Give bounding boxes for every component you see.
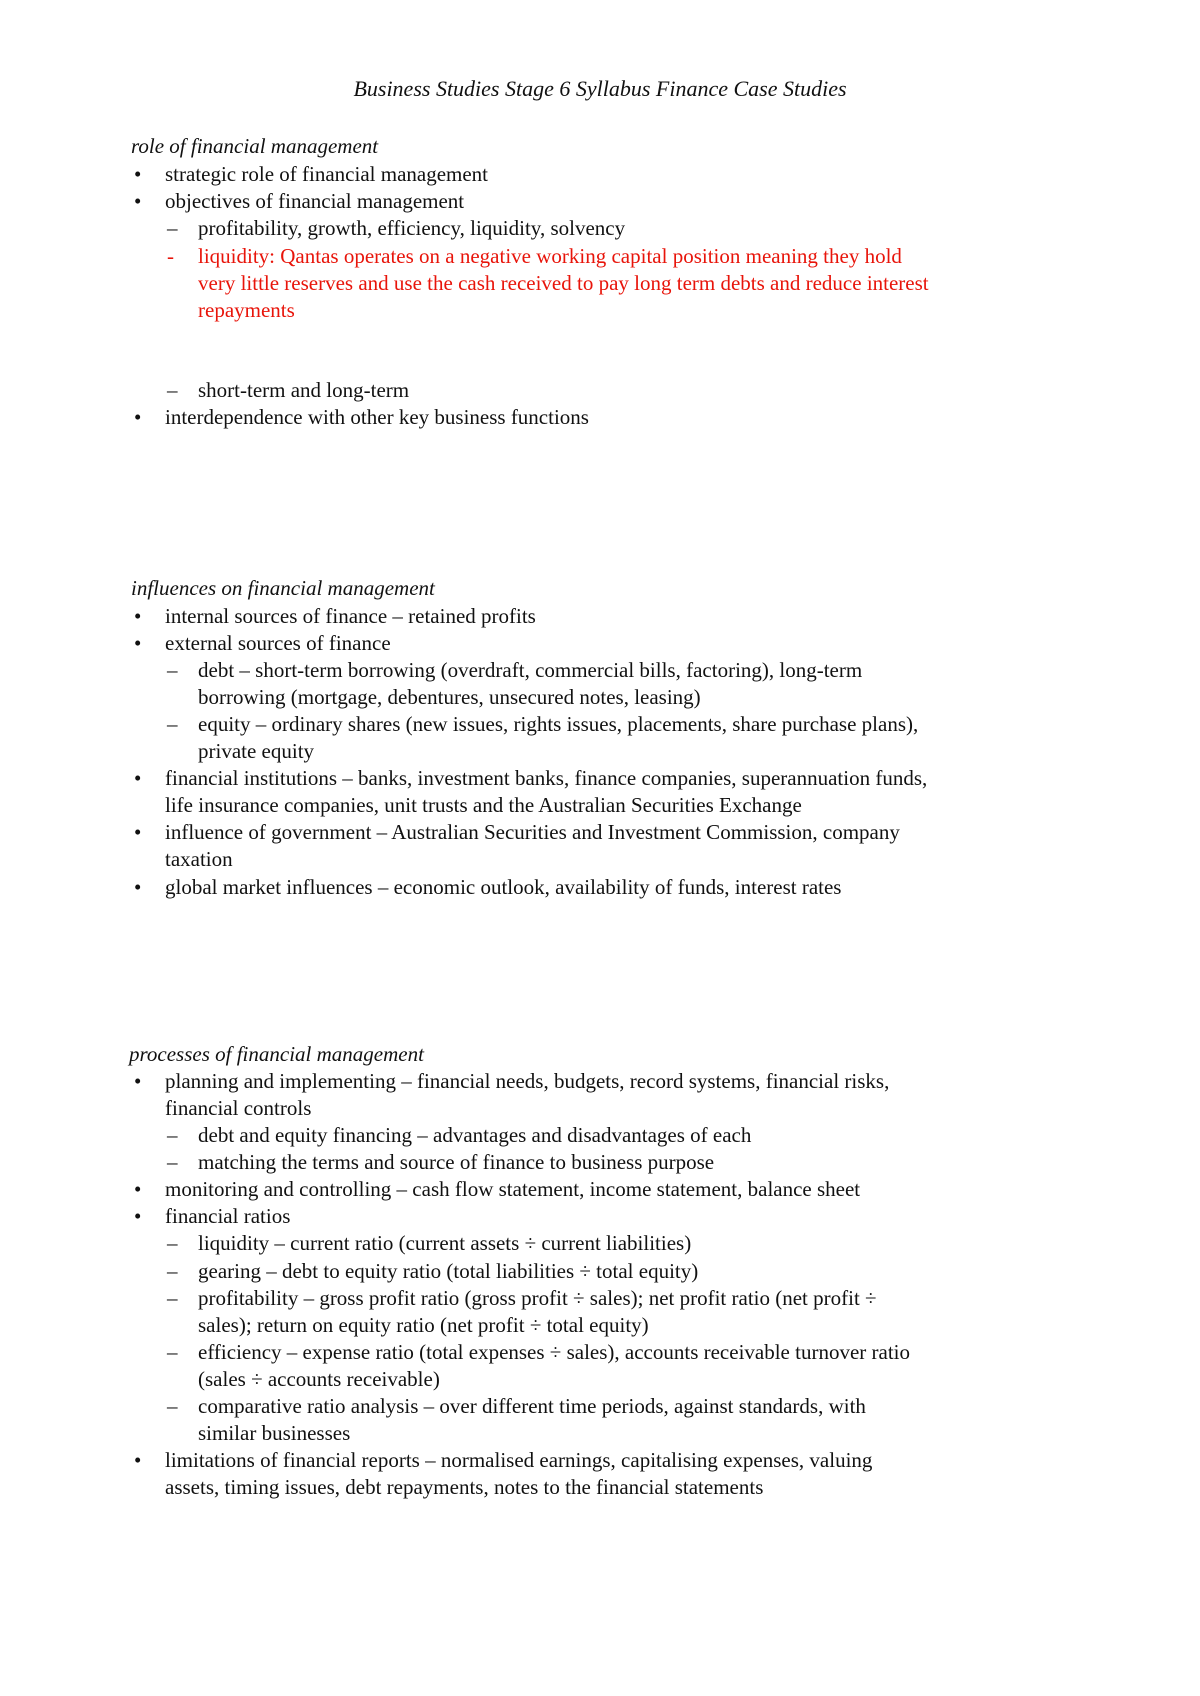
highlighted-note-text: liquidity: Qantas operates on a negative working capital position meaning they hold [198, 244, 902, 268]
dash-marker: - [167, 244, 174, 268]
dash-marker: – [167, 1286, 178, 1310]
document-title: Business Studies Stage 6 Syllabus Finance Case Studies [353, 76, 847, 101]
list-item-continuation: assets, timing issues, debt repayments, notes to the financial statements [165, 1475, 764, 1499]
bullet-marker: • [134, 631, 142, 655]
sub-list-item-text: profitability – gross profit ratio (gross profit ÷ sales); net profit ratio (net profit ÷ [198, 1286, 877, 1310]
bullet-marker: • [134, 1204, 142, 1228]
highlighted-note-continuation: very little reserves and use the cash received to pay long term debts and reduce interest [198, 271, 929, 295]
section-heading: processes of financial management [129, 1042, 424, 1066]
sub-list-item-text: liquidity – current ratio (current assets ÷ current liabilities) [198, 1231, 692, 1255]
list-item-text: financial institutions – banks, investment banks, finance companies, superannuation funds, [165, 766, 928, 790]
list-item-text: monitoring and controlling – cash flow statement, income statement, balance sheet [165, 1177, 861, 1201]
list-item-text: external sources of finance [165, 631, 391, 655]
dash-marker: – [167, 378, 178, 402]
bullet-marker: • [134, 875, 142, 899]
dash-marker: – [167, 712, 178, 736]
dash-marker: – [167, 1394, 178, 1418]
dash-marker: – [167, 216, 178, 240]
list-item-text: interdependence with other key business functions [165, 405, 589, 429]
bullet-marker: • [134, 405, 142, 429]
list-item-text: strategic role of financial management [165, 162, 489, 186]
sub-list-item-text: efficiency – expense ratio (total expenses ÷ sales), accounts receivable turnover ratio [198, 1340, 911, 1364]
sub-list-item-text: equity – ordinary shares (new issues, rights issues, placements, share purchase plans), [198, 712, 919, 736]
bullet-marker: • [134, 189, 142, 213]
dash-marker: – [167, 1231, 178, 1255]
bullet-marker: • [134, 766, 142, 790]
sub-list-item-continuation: similar businesses [198, 1421, 351, 1445]
bullet-marker: • [134, 1069, 142, 1093]
sub-list-item-text: gearing – debt to equity ratio (total liabilities ÷ total equity) [198, 1259, 699, 1283]
dash-marker: – [167, 658, 178, 682]
dash-marker: – [167, 1259, 178, 1283]
list-item-continuation: financial controls [165, 1096, 312, 1120]
sub-list-item-text: profitability, growth, efficiency, liquidity, solvency [198, 216, 626, 240]
list-item-continuation: taxation [165, 847, 233, 871]
bullet-marker: • [134, 162, 142, 186]
list-item-text: global market influences – economic outlook, availability of funds, interest rates [165, 875, 842, 899]
list-item-text: planning and implementing – financial needs, budgets, record systems, financial risks, [165, 1069, 890, 1093]
sub-list-item-continuation: private equity [198, 739, 315, 763]
list-item-text: objectives of financial management [165, 189, 465, 213]
list-item-continuation: life insurance companies, unit trusts and the Australian Securities Exchange [165, 793, 802, 817]
list-item-text: internal sources of finance – retained profits [165, 604, 536, 628]
section-heading: role of financial management [131, 134, 379, 158]
sub-list-item-text: short-term and long-term [198, 378, 410, 402]
sub-list-item-continuation: (sales ÷ accounts receivable) [198, 1367, 440, 1391]
sub-list-item-text: matching the terms and source of finance to business purpose [198, 1150, 715, 1174]
sub-list-item-text: debt – short-term borrowing (overdraft, commercial bills, factoring), long-term [198, 658, 863, 682]
bullet-marker: • [134, 1448, 142, 1472]
sub-list-item-text: debt and equity financing – advantages and disadvantages of each [198, 1123, 752, 1147]
list-item-text: influence of government – Australian Securities and Investment Commission, company [165, 820, 900, 844]
dash-marker: – [167, 1150, 178, 1174]
highlighted-note-continuation: repayments [198, 298, 295, 322]
sub-list-item-continuation: borrowing (mortgage, debentures, unsecured notes, leasing) [198, 685, 701, 709]
list-item-text: financial ratios [165, 1204, 291, 1228]
list-item-text: limitations of financial reports – normalised earnings, capitalising expenses, valuing [165, 1448, 873, 1472]
bullet-marker: • [134, 1177, 142, 1201]
sub-list-item-text: comparative ratio analysis – over different time periods, against standards, with [198, 1394, 866, 1418]
dash-marker: – [167, 1340, 178, 1364]
bullet-marker: • [134, 604, 142, 628]
section-heading: influences on financial management [131, 576, 435, 600]
sub-list-item-continuation: sales); return on equity ratio (net profit ÷ total equity) [198, 1313, 649, 1337]
dash-marker: – [167, 1123, 178, 1147]
bullet-marker: • [134, 820, 142, 844]
